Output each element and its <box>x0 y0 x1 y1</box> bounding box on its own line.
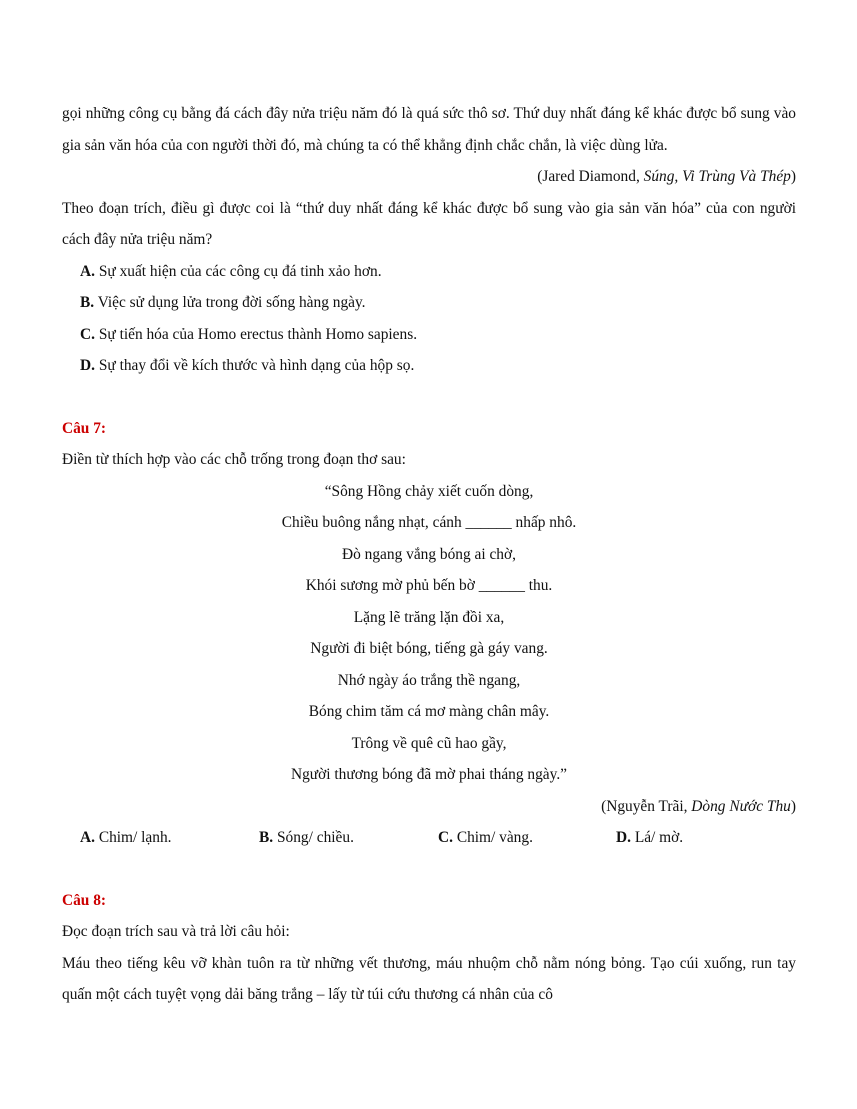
q7-option-b-text: Sóng/ chiều. <box>273 829 354 846</box>
q6-option-a-label: A. <box>80 262 95 280</box>
q6-option-c[interactable] <box>62 319 796 351</box>
citation-open: (Jared Diamond, <box>537 168 644 185</box>
question-7-heading: Câu 7: <box>62 419 107 437</box>
question-6-text: Theo đoạn trích, điều gì được coi là “thứ duy nhất đáng kể khác được bổ sung vào gia sản văn hóa” của con người cách đây nửa triệu năm? <box>62 199 796 248</box>
question-7-prompt: Điền từ thích hợp vào các chỗ trống trong đoạn thơ sau: <box>62 451 406 468</box>
question-8-passage: Máu theo tiếng kêu vỡ khàn tuôn ra từ những vết thương, máu nhuộm chỗ nằm nóng bỏng. Tạo cúi xuống, run tay quấn một cách tuyệt vọng dải băng trắng – lấy từ túi cứu thương cá nhân của cô <box>62 954 796 1003</box>
q7-option-d-text: Lá/ mờ. <box>630 829 684 846</box>
poem-line: Nhớ ngày áo trắng thề ngang, <box>337 671 521 689</box>
q7-option-b[interactable] <box>259 822 354 854</box>
citation-book-title: Súng, Vi Trùng Và Thép <box>643 168 791 185</box>
poem-line: Đò ngang vắng bóng ai chờ, <box>342 545 516 563</box>
poem-line: Bóng chim tăm cá mơ màng chân mây. <box>308 703 550 720</box>
q6-option-b-text: Việc sử dụng lửa trong đời sống hàng ngày. <box>94 294 366 311</box>
spacer <box>62 382 796 413</box>
q7-option-b-label: B. <box>259 829 274 846</box>
q6-option-d-label: D. <box>80 357 95 374</box>
q6-option-c-text: Sự tiến hóa của Homo erectus thành Homo sapiens. <box>94 325 418 343</box>
q7-option-c-text: Chim/ vàng. <box>452 829 533 846</box>
q7-option-a-text: Chim/ lạnh. <box>94 829 172 846</box>
q6-option-d-text: Sự thay đổi về kích thước và hình dạng của hộp sọ. <box>94 357 415 374</box>
question-8-heading: Câu 8: <box>62 891 107 909</box>
q7-option-d-label: D. <box>616 829 631 846</box>
q7-option-d[interactable] <box>616 822 683 854</box>
poem-block <box>62 476 796 791</box>
citation-open: (Nguyễn Trãi, <box>601 797 692 815</box>
citation-close: ) <box>790 168 796 185</box>
q6-option-c-label: C. <box>80 325 95 343</box>
spacer <box>62 854 796 885</box>
poem-line: Người thương bóng đã mờ phai tháng ngày.” <box>290 766 568 783</box>
q6-option-b[interactable] <box>62 287 796 319</box>
q7-option-a-label: A. <box>80 829 95 846</box>
q6-option-b-label: B. <box>80 294 95 311</box>
q7-option-c-label: C. <box>438 829 453 846</box>
document-page <box>62 98 796 1011</box>
q6-option-a[interactable] <box>62 256 796 288</box>
citation-jared-diamond <box>62 161 796 193</box>
citation-poem-title: Dòng Nước Thu <box>691 797 791 815</box>
poem-line: “Sông Hồng chảy xiết cuốn dòng, <box>324 482 534 500</box>
poem-line: Trông về quê cũ hao gầy, <box>351 734 507 752</box>
q7-option-c[interactable] <box>438 822 533 854</box>
q7-option-a[interactable] <box>80 822 172 854</box>
passage-continuation: gọi những công cụ bằng đá cách đây nửa triệu năm đó là quá sức thô sơ. Thứ duy nhất đáng kể khác được bổ sung vào gia sản văn hóa của con người thời đó, mà chúng ta có thể khẳng định chắc chắn, là việc dùng lửa. <box>62 105 796 154</box>
poem-line: Khói sương mờ phủ bến bờ ______ thu. <box>305 577 553 594</box>
q6-option-d[interactable] <box>62 350 796 382</box>
citation-close: ) <box>790 797 796 815</box>
citation-nguyen-trai <box>62 791 796 823</box>
question-8-prompt: Đọc đoạn trích sau và trả lời câu hỏi: <box>62 923 290 940</box>
poem-line: Chiều buông nắng nhạt, cánh ______ nhấp nhô. <box>281 514 577 531</box>
q7-options-row <box>62 822 796 854</box>
poem-line: Lặng lẽ trăng lặn đồi xa, <box>353 608 505 626</box>
poem-line: Người đi biệt bóng, tiếng gà gáy vang. <box>310 640 548 657</box>
q6-option-a-text: Sự xuất hiện của các công cụ đá tinh xảo hơn. <box>94 262 382 280</box>
